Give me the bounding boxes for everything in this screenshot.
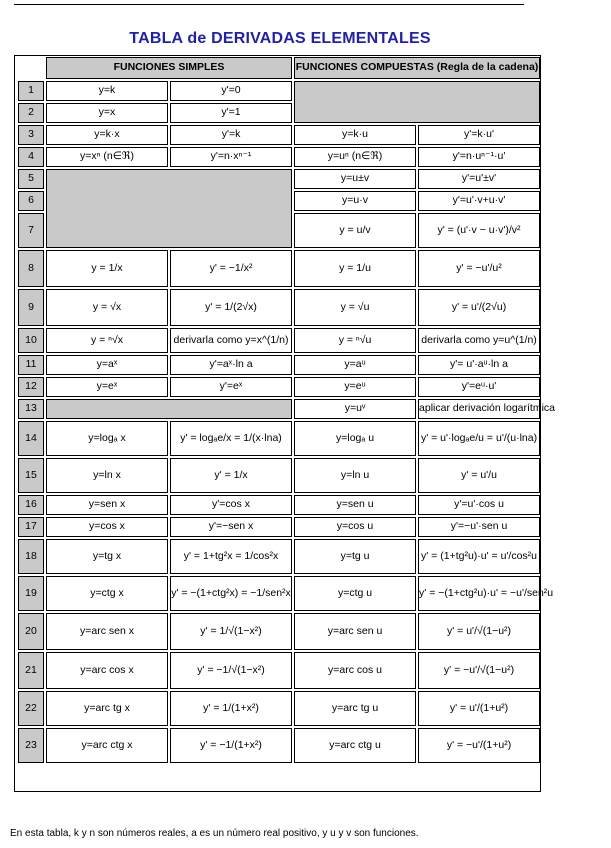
composite-function: y=arc sen u: [294, 613, 416, 650]
composite-derivative: y'=n·uⁿ⁻¹·u': [418, 147, 540, 167]
table-row: [18, 495, 540, 515]
footnote: En esta tabla, k y n son números reales, a es un número real positivo, y u y v son funciones.: [10, 828, 419, 839]
row-number: 17: [18, 517, 44, 537]
empty-shaded-cell: [46, 399, 292, 419]
page-title: TABLA de DERIVADAS ELEMENTALES: [129, 30, 431, 47]
composite-derivative: y' = u'/u: [418, 458, 540, 493]
simple-derivative: y'=n·xⁿ⁻¹: [170, 147, 292, 167]
header-row: [18, 57, 540, 79]
table-row: [18, 125, 540, 145]
composite-derivative: y'= u'·aᵘ·ln a: [418, 355, 540, 375]
simple-function: y=eˣ: [46, 377, 168, 397]
table-row: [18, 250, 540, 287]
composite-function: y=arc cos u: [294, 652, 416, 689]
simple-function: y=k·x: [46, 125, 168, 145]
row-number: 8: [18, 250, 44, 287]
composite-function: y = u/v: [294, 213, 416, 248]
row-number: 2: [18, 103, 44, 123]
composite-derivative: y' = u'/(2√u): [418, 289, 540, 326]
table-row: [18, 289, 540, 326]
simple-function: y=tg x: [46, 539, 168, 574]
composite-function: y=ln u: [294, 458, 416, 493]
table-row: [18, 576, 540, 611]
simple-function: y = ⁿ√x: [46, 328, 168, 353]
composite-derivative: y'=eᵘ·u': [418, 377, 540, 397]
composite-function: y=sen u: [294, 495, 416, 515]
simple-derivative: y' = −(1+ctg²x) = −1/sen²x: [170, 576, 292, 611]
composite-derivative: y'=u'·cos u: [418, 495, 540, 515]
simple-function: y=ctg x: [46, 576, 168, 611]
composite-function: y=arc ctg u: [294, 728, 416, 763]
simple-function: y=arc tg x: [46, 691, 168, 726]
simple-derivative: y' = −1/(1+x²): [170, 728, 292, 763]
simple-function: y=xⁿ (n∈ℜ): [46, 147, 168, 167]
simple-derivative: y' = −1/x²: [170, 250, 292, 287]
composite-derivative: y' = (1+tg²u)·u' = u'/cos²u: [418, 539, 540, 574]
composite-derivative: derivarla como y=u^(1/n): [418, 328, 540, 353]
table-row: [18, 539, 540, 574]
table-row: [18, 613, 540, 650]
row-number: 19: [18, 576, 44, 611]
row-number: 15: [18, 458, 44, 493]
row-number: 11: [18, 355, 44, 375]
row-number: 13: [18, 399, 44, 419]
row-number: 6: [18, 191, 44, 211]
derivatives-table: [16, 55, 555, 765]
composite-function: y = √u: [294, 289, 416, 326]
simple-function: y=logₐ x: [46, 421, 168, 456]
row-number: 7: [18, 213, 44, 248]
table-row: [18, 328, 540, 353]
composite-derivative: y' = −u'/(1+u²): [418, 728, 540, 763]
composite-derivative: y'=u'±v': [418, 169, 540, 189]
composite-function: y = ⁿ√u: [294, 328, 416, 353]
composite-derivative: y' = −u'/√(1−u²): [418, 652, 540, 689]
simple-function: y = √x: [46, 289, 168, 326]
composite-function: y=logₐ u: [294, 421, 416, 456]
table-row: [18, 652, 540, 689]
composite-function: y=u±v: [294, 169, 416, 189]
simple-derivative: y' = logₐe/x = 1/(x·lna): [170, 421, 292, 456]
composite-function: y=uᵛ: [294, 399, 416, 419]
composite-function: y=uⁿ (n∈ℜ): [294, 147, 416, 167]
simple-function: y=ln x: [46, 458, 168, 493]
simple-derivative: y' = 1/√(1−x²): [170, 613, 292, 650]
composite-function: y=arc tg u: [294, 691, 416, 726]
row-number: 10: [18, 328, 44, 353]
header-compuestas: FUNCIONES COMPUESTAS (Regla de la cadena): [294, 57, 540, 79]
composite-derivative: y' = u'/(1+u²): [418, 691, 540, 726]
composite-function: y=k·u: [294, 125, 416, 145]
simple-function: y=k: [46, 81, 168, 101]
composite-function: y=eᵘ: [294, 377, 416, 397]
row-number: 16: [18, 495, 44, 515]
simple-derivative: y' = 1+tg²x = 1/cos²x: [170, 539, 292, 574]
composite-function: y = 1/u: [294, 250, 416, 287]
simple-derivative: y'=aˣ·ln a: [170, 355, 292, 375]
composite-derivative: y' = −(1+ctg²u)·u' = −u'/sen²u: [418, 576, 540, 611]
simple-derivative: y' = 1/(2√x): [170, 289, 292, 326]
composite-derivative: aplicar derivación logarítmica: [418, 399, 540, 419]
composite-derivative: y' = u'/√(1−u²): [418, 613, 540, 650]
simple-function: y=sen x: [46, 495, 168, 515]
simple-derivative: y' = 1/(1+x²): [170, 691, 292, 726]
row-number: 14: [18, 421, 44, 456]
top-rule: [14, 4, 524, 5]
table-row: [18, 517, 540, 537]
composite-function: y=u·v: [294, 191, 416, 211]
simple-function: y=aˣ: [46, 355, 168, 375]
composite-derivative: y' = −u'/u²: [418, 250, 540, 287]
empty-shaded-cell: [46, 169, 292, 248]
composite-function: y=ctg u: [294, 576, 416, 611]
header-spacer: [18, 57, 44, 79]
row-number: 21: [18, 652, 44, 689]
simple-derivative: y'=0: [170, 81, 292, 101]
empty-shaded-cell: [294, 81, 540, 123]
simple-derivative: y' = −1/√(1−x²): [170, 652, 292, 689]
table-row: [18, 355, 540, 375]
row-number: 4: [18, 147, 44, 167]
header-simple: FUNCIONES SIMPLES: [46, 57, 292, 79]
composite-function: y=aᵘ: [294, 355, 416, 375]
composite-derivative: y'=k·u': [418, 125, 540, 145]
row-number: 20: [18, 613, 44, 650]
row-number: 1: [18, 81, 44, 101]
table-row: [18, 728, 540, 763]
simple-derivative: y' = 1/x: [170, 458, 292, 493]
table-row: [18, 399, 540, 419]
composite-function: y=cos u: [294, 517, 416, 537]
simple-function: y=arc sen x: [46, 613, 168, 650]
table-row: [18, 458, 540, 493]
simple-function: y = 1/x: [46, 250, 168, 287]
composite-derivative: y'=−u'·sen u: [418, 517, 540, 537]
simple-function: y=x: [46, 103, 168, 123]
simple-derivative: derivarla como y=x^(1/n): [170, 328, 292, 353]
simple-derivative: y'=1: [170, 103, 292, 123]
table-row: [18, 169, 540, 189]
composite-derivative: y' = (u'·v − u·v')/v²: [418, 213, 540, 248]
row-number: 5: [18, 169, 44, 189]
table-row: [18, 147, 540, 167]
table-row: [18, 81, 540, 101]
simple-derivative: y'=k: [170, 125, 292, 145]
row-number: 22: [18, 691, 44, 726]
composite-derivative: y'=u'·v+u·v': [418, 191, 540, 211]
simple-derivative: y'=eˣ: [170, 377, 292, 397]
table-row: [18, 691, 540, 726]
row-number: 12: [18, 377, 44, 397]
row-number: 23: [18, 728, 44, 763]
composite-function: y=tg u: [294, 539, 416, 574]
table-row: [18, 377, 540, 397]
simple-function: y=cos x: [46, 517, 168, 537]
simple-derivative: y'=−sen x: [170, 517, 292, 537]
simple-function: y=arc cos x: [46, 652, 168, 689]
composite-derivative: y' = u'·logₐe/u = u'/(u·lna): [418, 421, 540, 456]
table-row: [18, 421, 540, 456]
simple-derivative: y'=cos x: [170, 495, 292, 515]
row-number: 18: [18, 539, 44, 574]
simple-function: y=arc ctg x: [46, 728, 168, 763]
row-number: 9: [18, 289, 44, 326]
row-number: 3: [18, 125, 44, 145]
